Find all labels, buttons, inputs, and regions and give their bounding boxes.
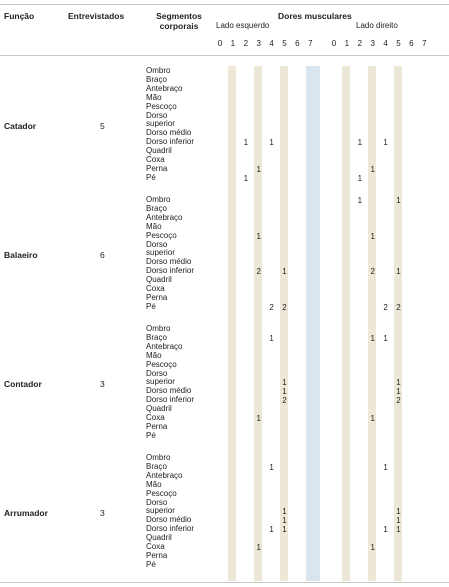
pain-value: 1 (357, 196, 363, 205)
pain-value: 1 (269, 138, 274, 148)
pain-value: 1 (269, 525, 274, 535)
pain-value: 1 (370, 543, 375, 552)
segment-label: Coxa (146, 413, 165, 423)
segment-label: Antebraço (146, 470, 183, 480)
funcao-label: Balaeiro (4, 250, 38, 260)
pain-value: 1 (269, 462, 274, 472)
segment-label: Coxa (146, 155, 165, 165)
funcao-label: Arrumador (4, 508, 48, 518)
entrevistados-count: 3 (100, 379, 105, 389)
band-right-1 (342, 66, 350, 581)
pain-value: 2 (396, 396, 401, 406)
header-segmentos-line2: corporais (159, 21, 199, 31)
segment-label: Perna (146, 163, 168, 173)
pain-value: 2 (256, 267, 261, 277)
scale-left-3: 3 (256, 39, 261, 48)
pain-value: 1 (370, 333, 375, 343)
pain-value: 1 (370, 231, 375, 241)
pain-value: 1 (396, 387, 401, 397)
segment-label: Dorso inferior (146, 137, 195, 147)
segment-label: Dorso inferior (146, 266, 195, 276)
band-gap (314, 66, 320, 581)
segment-label: Antebraço (146, 341, 183, 351)
scale-left-0: 0 (217, 39, 223, 48)
segment-label: superior (146, 506, 175, 516)
pain-value: 1 (370, 164, 375, 174)
band-right-3 (368, 66, 376, 581)
segment-label: Quadril (146, 404, 172, 414)
segment-label: Pescoço (146, 230, 177, 240)
pain-value: 1 (396, 507, 401, 517)
scale-left-2: 2 (243, 39, 249, 48)
segment-label: Pé (146, 430, 156, 440)
segment-label: Mão (146, 479, 162, 489)
segment-label: Coxa (146, 284, 165, 294)
scale-left-4: 4 (269, 39, 274, 48)
segment-label: Mão (146, 92, 162, 102)
segment-label: Pé (146, 172, 156, 182)
pain-value: 1 (282, 507, 287, 517)
header-rule (0, 55, 449, 56)
segment-label: Dorso (146, 368, 168, 378)
segment-label: Braço (146, 203, 167, 213)
pain-value: 1 (243, 173, 249, 183)
pain-value: 1 (256, 414, 261, 423)
pain-value: 1 (269, 333, 274, 343)
segment-label: superior (146, 377, 175, 387)
segment-label: Quadril (146, 533, 172, 543)
segment-label: Dorso (146, 497, 168, 507)
segment-label: Dorso médio (146, 386, 192, 396)
header-lado-direito: Lado direito (356, 21, 398, 30)
segment-label: Dorso (146, 110, 168, 120)
band-left-7 (306, 66, 314, 581)
pain-value: 1 (243, 138, 249, 148)
scale-right-4: 4 (383, 39, 388, 48)
scale-right-6: 6 (409, 39, 414, 48)
pain-value: 1 (396, 267, 401, 277)
band-left-3 (254, 66, 262, 581)
scale-left-5: 5 (282, 39, 287, 48)
segment-label: Braço (146, 461, 167, 471)
segment-label: Pescoço (146, 101, 177, 111)
scale-left-6: 6 (295, 39, 300, 48)
pain-value: 1 (256, 231, 261, 241)
segment-label: Mão (146, 221, 162, 231)
pain-value: 1 (282, 516, 287, 526)
band-right-5 (394, 66, 402, 581)
segment-label: Perna (146, 292, 168, 302)
segment-label: Dorso médio (146, 128, 192, 138)
pain-value: 1 (383, 525, 388, 535)
funcao-label: Contador (4, 379, 42, 389)
entrevistados-count: 5 (100, 121, 105, 131)
scale-left-1: 1 (230, 39, 236, 48)
scale-right-5: 5 (396, 39, 401, 48)
segment-label: Perna (146, 421, 168, 431)
segment-label: Ombro (146, 195, 171, 204)
segment-label: Dorso médio (146, 257, 192, 267)
segment-label: Antebraço (146, 212, 183, 222)
segment-label: Quadril (146, 146, 172, 156)
scale-right-3: 3 (370, 39, 375, 48)
top-rule (0, 4, 449, 5)
pain-value: 1 (383, 333, 388, 343)
header-dores: Dores musculares (278, 11, 352, 21)
pain-value: 2 (383, 302, 388, 312)
pain-value: 2 (282, 396, 287, 406)
bottom-rule (0, 582, 449, 583)
pain-value: 2 (370, 267, 375, 277)
pain-value: 1 (370, 414, 375, 423)
segment-label: Dorso médio (146, 515, 192, 525)
segment-label: Quadril (146, 275, 172, 285)
scale-left-7: 7 (308, 39, 313, 48)
scale-right-7: 7 (422, 39, 427, 48)
segment-label: Coxa (146, 542, 165, 552)
entrevistados-count: 3 (100, 508, 105, 518)
segment-label: Braço (146, 332, 167, 342)
pain-value: 1 (282, 525, 287, 535)
segment-label: Ombro (146, 453, 171, 462)
segment-label: Ombro (146, 324, 171, 333)
pain-value: 1 (396, 378, 401, 388)
segment-label: Braço (146, 74, 167, 84)
segment-list (146, 325, 194, 441)
segment-list (146, 196, 194, 312)
pain-value: 1 (357, 138, 363, 148)
entrevistados-count: 6 (100, 250, 105, 260)
pain-value: 1 (357, 173, 363, 183)
header-lado-esquerdo: Lado esquerdo (216, 21, 270, 30)
segment-label: Dorso (146, 239, 168, 249)
band-left-1 (228, 66, 236, 581)
segment-label: Pescoço (146, 359, 177, 369)
pain-value: 1 (282, 387, 287, 397)
segment-label: Perna (146, 550, 168, 560)
pain-value: 1 (282, 267, 287, 277)
segment-list (146, 454, 194, 570)
segment-label: superior (146, 248, 175, 258)
segment-label: Pé (146, 301, 156, 311)
pain-value: 2 (396, 302, 401, 312)
pain-value: 1 (383, 138, 388, 148)
header-funcao: Função (4, 11, 35, 21)
segment-label: Ombro (146, 66, 171, 75)
pain-value: 1 (396, 516, 401, 526)
header-entrevistados: Entrevistados (68, 11, 125, 21)
segment-label: Pé (146, 559, 156, 569)
segment-label: Antebraço (146, 83, 183, 93)
scale-right-2: 2 (357, 39, 363, 48)
scale-right-0: 0 (331, 39, 337, 48)
pain-value: 1 (396, 525, 401, 535)
funcao-label: Catador (4, 121, 37, 131)
pain-value: 1 (383, 462, 388, 472)
header-segmentos-line1: Segmentos (156, 11, 202, 21)
pain-value: 1 (256, 164, 261, 174)
segment-label: Pescoço (146, 488, 177, 498)
segment-list (146, 67, 194, 183)
segment-label: superior (146, 119, 175, 129)
pain-value: 2 (282, 302, 287, 312)
segment-label: Dorso inferior (146, 395, 195, 405)
segment-label: Dorso inferior (146, 524, 195, 534)
header-segmentos (148, 11, 210, 31)
segment-label: Mão (146, 350, 162, 360)
band-left-5 (280, 66, 288, 581)
pain-value: 1 (256, 543, 261, 552)
scale-right-1: 1 (344, 39, 350, 48)
pain-value: 1 (396, 196, 401, 205)
pain-value: 1 (282, 378, 287, 388)
pain-value: 2 (269, 302, 274, 312)
